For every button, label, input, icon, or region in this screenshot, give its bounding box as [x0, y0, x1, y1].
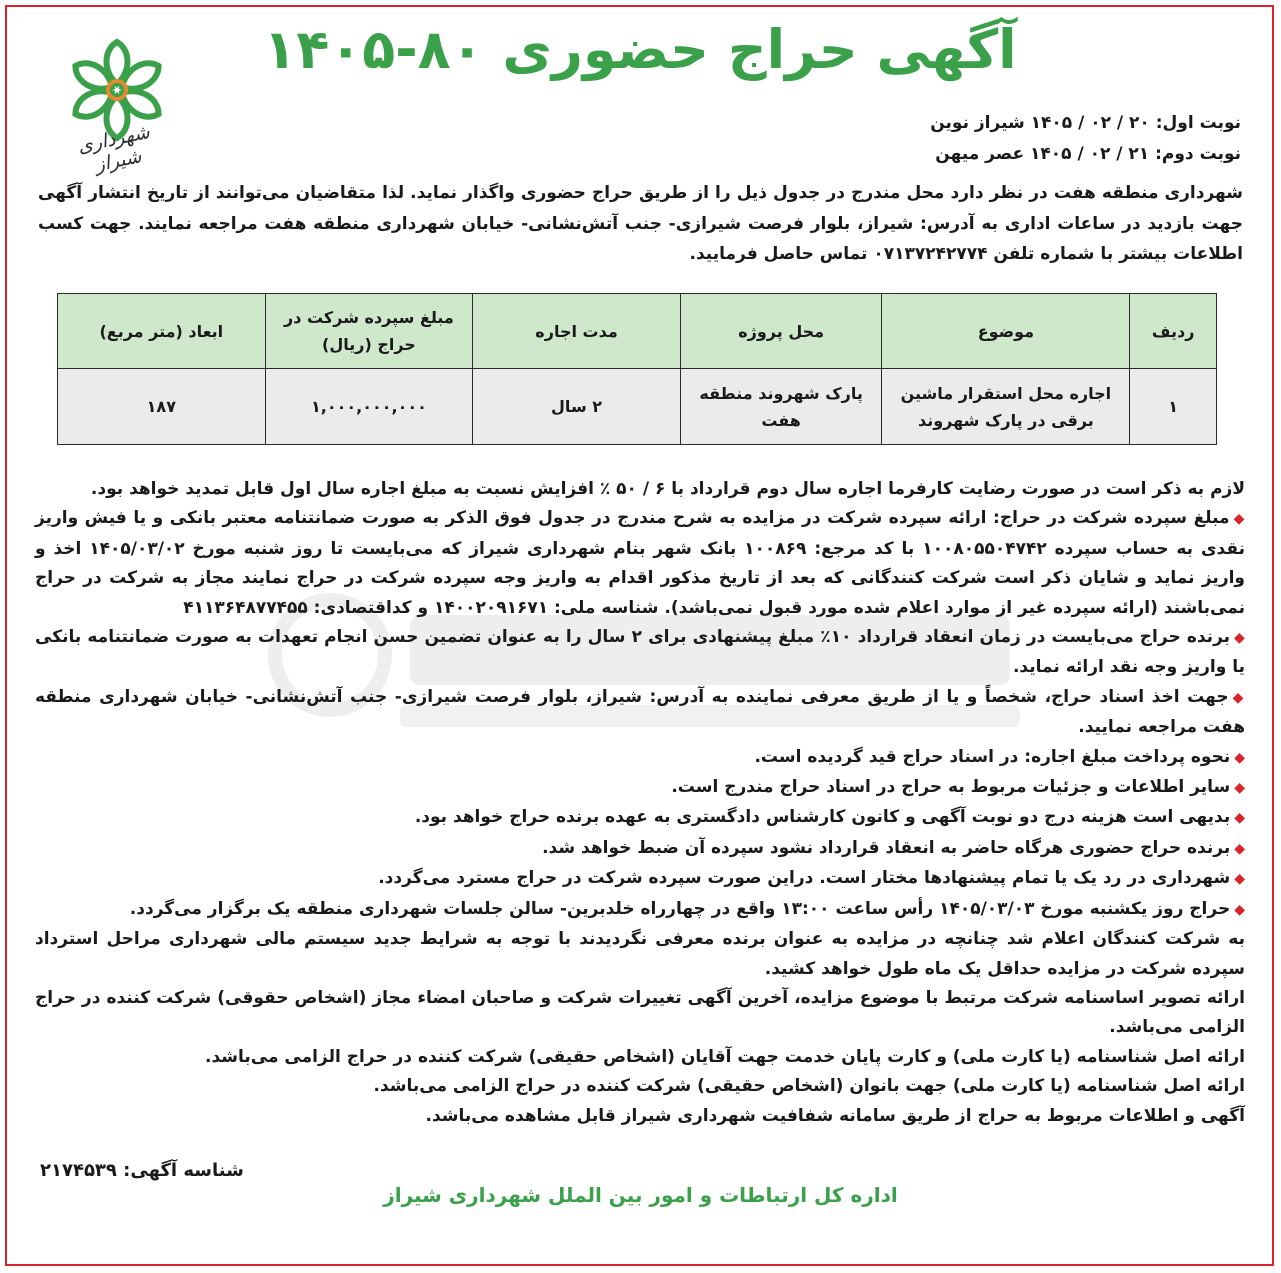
renewal-note: لازم به ذکر است در صورت رضایت کارفرما اجاره سال دوم قرارداد با ۶ / ۵۰ ٪ افزایش نسبت به مبلغ اجاره سال اول قابل تمدید خواهد بود. — [90, 479, 1245, 499]
header-lease-term: مدت اجاره — [473, 294, 681, 369]
table-header-row — [58, 294, 1217, 369]
condition-item: ◆بدیهی است هزینه درج دو نوبت آگهی و کانون کارشناس دادگستری به عهده برنده حراج خواهد بود. — [414, 807, 1245, 828]
condition-item: ◆شهرداری در رد یک یا تمام پیشنهادها مختار است. دراین صورت سپرده شرکت در حراج مسترد می‌گردد. — [378, 868, 1245, 889]
transparency-note: آگهی و اطلاعات مربوط به حراج از طریق سامانه شفافیت شهرداری شیراز قابل مشاهده می‌باشد. — [425, 1105, 1245, 1126]
condition-item: ◆برنده حراج می‌بایست در زمان انعقاد قرارداد ۱۰٪ مبلغ پیشنهادی برای ۲ سال را به عنوان تضمین حسن انجام تعهدات به صورت ضمانتنامه بانکی یا واریز وجه نقد ارائه نماید. — [35, 627, 1245, 678]
cell-subject: اجاره محل استقرار ماشین برقی در پارک شهروند — [882, 369, 1130, 445]
ad-id: شناسه آگهی: ۲۱۷۴۵۳۹ — [40, 1160, 244, 1181]
cell-row-number: ۱ — [1130, 369, 1217, 445]
cell-lease-term: ۲ سال — [473, 369, 681, 445]
condition-item: ◆جهت اخذ اسناد حراج، شخصاً و یا از طریق معرفی نماینده به آدرس: شیراز، بلوار فرصت شیرازی- جنب آتش‌نشانی- خیابان شهرداری منطقه هفت مراجعه نمایید. — [35, 686, 1245, 738]
items-table — [57, 293, 1217, 445]
diamond-bullet-icon: ◆ — [1234, 810, 1245, 827]
condition-item: ◆برنده حراج حضوری هرگاه حاضر به انعقاد قرارداد نشود سپرده آن ضبط خواهد شد. — [542, 837, 1245, 858]
diamond-bullet-icon: ◆ — [1233, 511, 1245, 528]
diamond-bullet-icon: ◆ — [1232, 689, 1245, 706]
ad-title: آگهی حراج حضوری ۸۰-۱۴۰۵ — [263, 18, 1017, 81]
condition-item: ◆سایر اطلاعات و جزئیات مربوط به حراج در اسناد حراج مندرج است. — [671, 777, 1245, 798]
footer-department: اداره کل ارتباطات و امور بین الملل شهرداری شیراز — [383, 1183, 898, 1207]
condition-item: ◆مبلغ سپرده شرکت در حراج: ارائه سپرده شرکت در مزایده به شرح مندرج در جدول فوق الذکر به صورت ضمانتنامه معتبر بانکی و یا فیش واریز نقدی به حساب سپرده ۱۰۰۸۰۵۵۰۴۷۴۲ با کد مرجع: ۱۰۰۸۶۹ بانک شهر بنام شهرداری شیراز که می‌بایست تا روز شنبه مورخ ۱۴۰۵/۰۳/۰۲ اخذ و واریز نماید و شایان ذکر است شرکت کنندگانی که بعد از تاریخ مذکور اقدام به واریز وجه سپرده شرکت در حراج نمایند مجاز به شرکت در حراج نمی‌باشند (ارائه سپرده غیر از موارد اعلام شده مورد قبول نمی‌باشد). شناسه ملی: ۱۴۰۰۲۰۹۱۶۷۱ و کداقتصادی: ۴۱۱۳۶۴۸۷۷۴۵۵ — [35, 508, 1245, 618]
conditions-text — [35, 475, 1245, 1131]
issue-first: نوبت اول: ۲۰ / ۰۲ / ۱۴۰۵ شیراز نوین — [930, 113, 1241, 133]
diamond-bullet-icon: ◆ — [1234, 871, 1245, 888]
women-id-note: ارائه اصل شناسنامه (یا کارت ملی) جهت بانوان (اشخاص حقیقی) شرکت کننده در حراج الزامی می‌باشد. — [373, 1076, 1245, 1097]
refund-note: به شرکت کنندگان اعلام شد چنانچه در مزایده به عنوان برنده معرفی نگردیدند با توجه به شرایط جدید سیستم مالی شهرداری مراحل استرداد سپرده شرکت در مزایده حداقل یک ماه طول خواهد کشید. — [35, 929, 1245, 979]
header-deposit: مبلغ سپرده شرکت در حراج (ریال) — [265, 294, 473, 369]
legal-entity-note: ارائه تصویر اساسنامه شرکت مرتبط با موضوع مزایده، آخرین آگهی تغییرات شرکت و صاحبان امضاء مجاز (اشخاص حقوقی) شرکت کننده در حراج الزامی می‌باشد. — [35, 987, 1245, 1038]
diamond-bullet-icon: ◆ — [1234, 630, 1245, 647]
header-location: محل پروژه — [680, 294, 882, 369]
diamond-bullet-icon: ◆ — [1234, 901, 1245, 918]
men-id-note: ارائه اصل شناسنامه (یا کارت ملی) و کارت پایان خدمت جهت آقایان (اشخاص حقیقی) شرکت کننده در حراج الزامی می‌باشد. — [205, 1046, 1245, 1067]
diamond-bullet-icon: ◆ — [1234, 749, 1245, 766]
cell-dimensions: ۱۸۷ — [58, 369, 266, 445]
diamond-bullet-icon: ◆ — [1234, 840, 1245, 857]
header-subject: موضوع — [882, 294, 1130, 369]
diamond-bullet-icon: ◆ — [1234, 780, 1245, 797]
cell-deposit: ۱,۰۰۰,۰۰۰,۰۰۰ — [265, 369, 473, 445]
table-row — [58, 369, 1217, 445]
intro-paragraph: شهرداری منطقه هفت در نظر دارد محل مندرج در جدول ذیل را از طریق حراج حضوری واگذار نماید. لذا متقاضیان می‌توانند از تاریخ انتشار آگهی جهت بازدید در ساعات اداری به آدرس: شیراز، بلوار فرصت شیرازی- جنب آتش‌نشانی- خیابان شهرداری منطقه هفت مراجعه نمایند. جهت کسب اطلاعات بیشتر با شماره تلفن ۰۷۱۳۷۲۴۲۷۷۴ تماس حاصل فرمایید. — [38, 183, 1243, 264]
issue-second: نوبت دوم: ۲۱ / ۰۲ / ۱۴۰۵ عصر میهن — [935, 144, 1241, 164]
condition-item: ◆نحوه پرداخت مبلغ اجاره: در اسناد حراج قید گردیده است. — [754, 746, 1245, 767]
cell-location: پارک شهروند منطقه هفت — [680, 369, 882, 445]
header-row-number: ردیف — [1130, 294, 1217, 369]
header-dimensions: ابعاد (متر مربع) — [58, 294, 266, 369]
logo-caption: شهرداری شیراز — [75, 120, 152, 177]
condition-item: ◆حراج روز یکشنبه مورخ ۱۴۰۵/۰۳/۰۳ رأس ساعت ۱۳:۰۰ واقع در چهارراه خلدبرین- سالن جلسات شهرداری منطقه یک برگزار می‌گردد. — [129, 898, 1245, 919]
